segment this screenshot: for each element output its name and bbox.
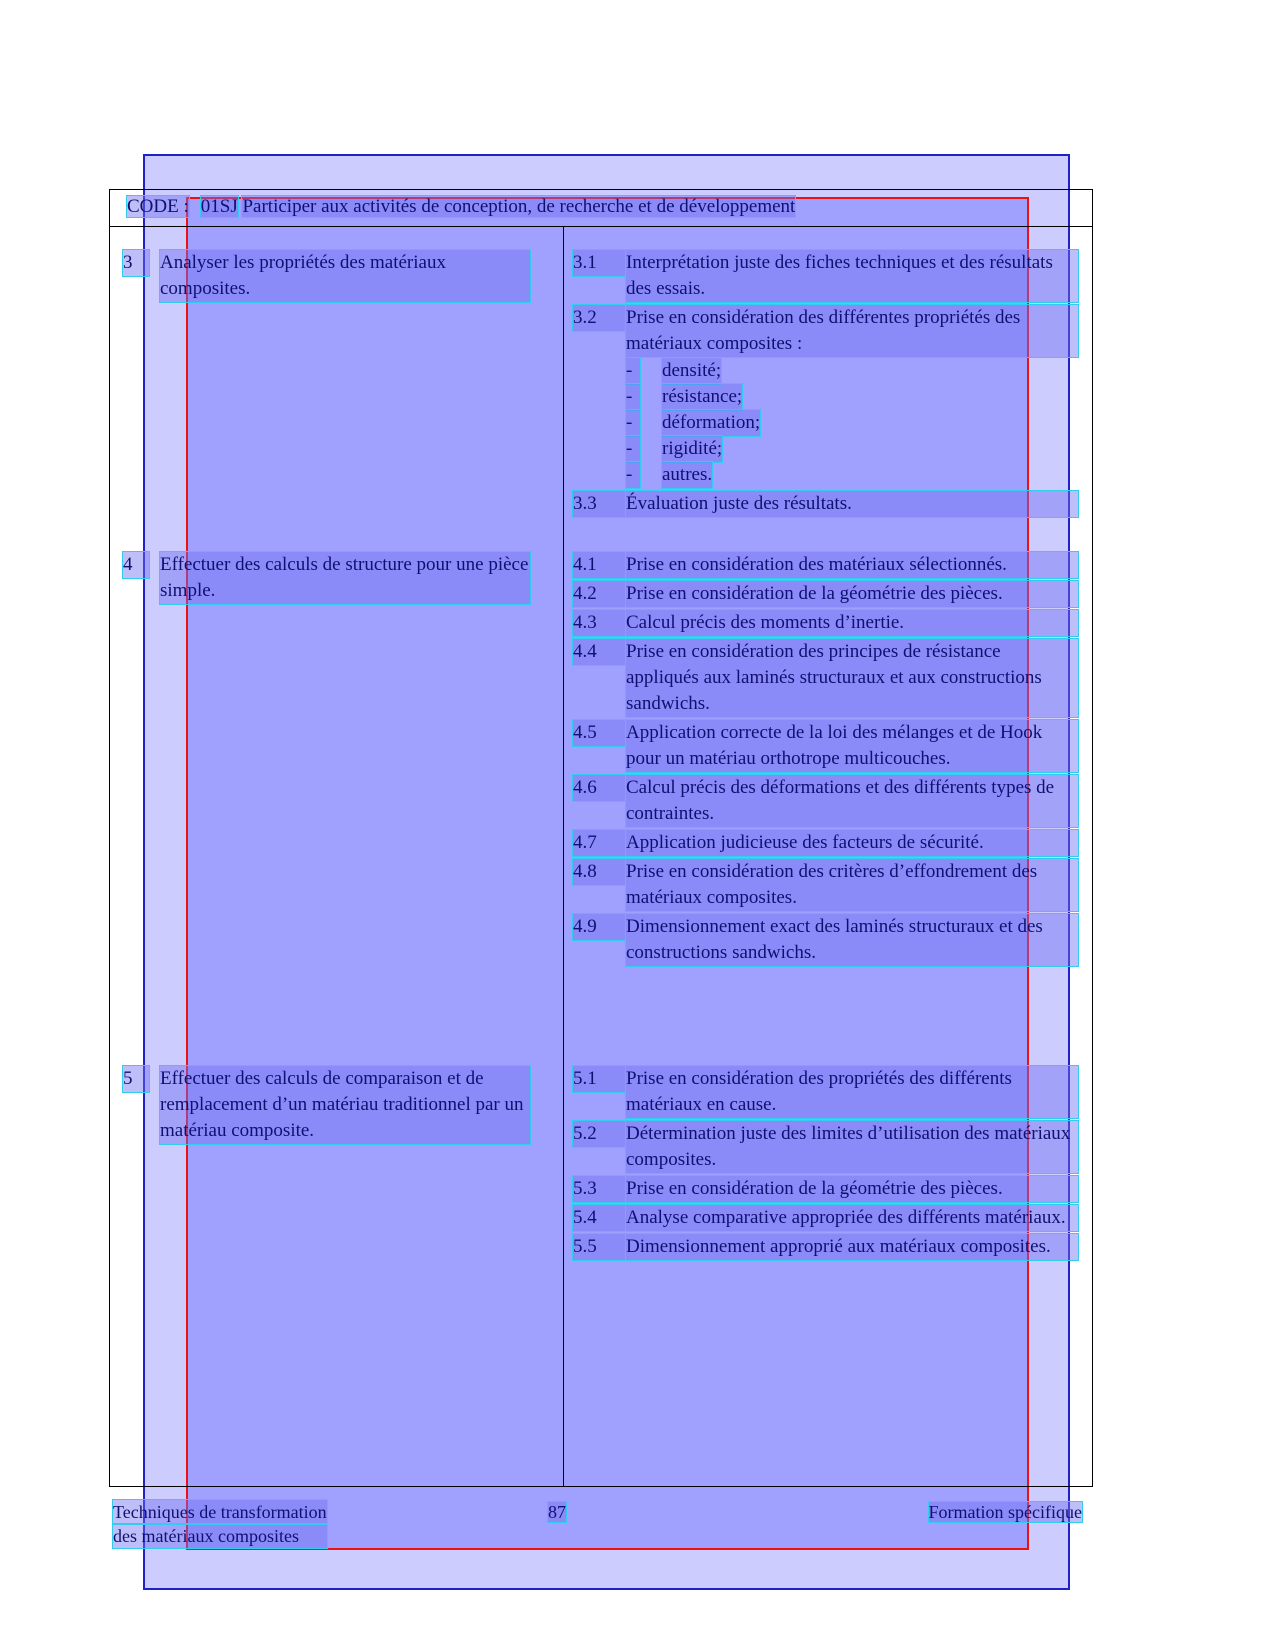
list-dash: - — [626, 462, 640, 488]
criterion-4-2 — [573, 581, 1083, 607]
criterion-number: 4.2 — [573, 581, 625, 607]
element-number: 4 — [123, 552, 149, 578]
criterion-4-4 — [573, 639, 1083, 717]
list-item-text: densité; — [662, 358, 721, 384]
element-5 — [123, 1066, 563, 1144]
criterion-4-5 — [573, 720, 1083, 772]
list-dash: - — [626, 410, 640, 436]
property-list — [626, 358, 1083, 488]
criterion-number: 4.9 — [573, 914, 625, 940]
criterion-text: Dimensionnement approprié aux matériaux composites. — [626, 1234, 1078, 1260]
page-number — [548, 1500, 566, 1524]
list-item-text: résistance; — [662, 384, 742, 410]
criterion-number: 3.2 — [573, 305, 625, 331]
criterion-text: Prise en considération de la géométrie des pièces. — [626, 581, 1078, 607]
criterion-number: 4.7 — [573, 830, 625, 856]
criterion-number: 4.3 — [573, 610, 625, 636]
criterion-4-7 — [573, 830, 1083, 856]
criterion-3-1 — [573, 250, 1083, 302]
criterion-text: Calcul précis des moments d’inertie. — [626, 610, 1078, 636]
criteria-block-5 — [573, 1066, 1083, 1263]
element-text: Effectuer des calculs de structure pour une pièce simple. — [160, 552, 530, 604]
criterion-text: Prise en considération de la géométrie des pièces. — [626, 1176, 1078, 1202]
criterion-text: Application correcte de la loi des mélanges et de Hook pour un matériau orthotrope multicouches. — [626, 720, 1078, 772]
element-text: Analyser les propriétés des matériaux composites. — [160, 250, 530, 302]
code-header — [127, 194, 795, 220]
criterion-5-5 — [573, 1234, 1083, 1260]
criterion-number: 4.8 — [573, 859, 625, 885]
criterion-text: Détermination juste des limites d’utilisation des matériaux composites. — [626, 1121, 1078, 1173]
code-label: CODE : — [127, 196, 189, 217]
element-text: Effectuer des calculs de comparaison et de remplacement d’un matériau traditionnel par un matériau composite. — [160, 1066, 530, 1144]
list-item — [626, 358, 1083, 384]
page-number-text: 87 — [548, 1502, 566, 1522]
criterion-text: Prise en considération des différentes propriétés des matériaux composites : — [626, 305, 1078, 357]
criterion-number: 5.5 — [573, 1234, 625, 1260]
criterion-4-6 — [573, 775, 1083, 827]
competency-title: Participer aux activités de conception, de recherche et de développement — [242, 196, 796, 217]
criterion-5-3 — [573, 1176, 1083, 1202]
criterion-4-1 — [573, 552, 1083, 578]
criterion-5-1 — [573, 1066, 1083, 1118]
criterion-text: Prise en considération des principes de résistance appliqués aux laminés structuraux et aux constructions sandwichs. — [626, 639, 1078, 717]
element-number: 5 — [123, 1066, 149, 1092]
criterion-number: 4.1 — [573, 552, 625, 578]
criterion-text: Évaluation juste des résultats. — [626, 491, 1078, 517]
criterion-number: 5.2 — [573, 1121, 625, 1147]
competency-code: 01SJ — [200, 196, 238, 217]
footer-section-text: Formation spécifique — [928, 1502, 1082, 1522]
criteria-block-3 — [573, 250, 1083, 520]
criterion-text: Interprétation juste des fiches techniques et des résultats des essais. — [626, 250, 1078, 302]
list-item — [626, 384, 1083, 410]
criterion-number: 3.3 — [573, 491, 625, 517]
criterion-5-4 — [573, 1205, 1083, 1231]
criterion-4-3 — [573, 610, 1083, 636]
element-3 — [123, 250, 563, 302]
criterion-3-2 — [573, 305, 1083, 488]
list-item-text: déformation; — [662, 410, 760, 436]
criterion-number: 5.1 — [573, 1066, 625, 1092]
criterion-text: Application judicieuse des facteurs de sécurité. — [626, 830, 1078, 856]
list-item — [626, 462, 1083, 488]
footer-section — [929, 1500, 1082, 1524]
criterion-text: Prise en considération des propriétés des différents matériaux en cause. — [626, 1066, 1078, 1118]
footer-program-line1: Techniques de transformation — [113, 1502, 327, 1522]
criterion-5-2 — [573, 1121, 1083, 1173]
criterion-number: 4.4 — [573, 639, 625, 665]
criterion-number: 3.1 — [573, 250, 625, 276]
criterion-4-8 — [573, 859, 1083, 911]
criterion-number: 4.6 — [573, 775, 625, 801]
footer-program-line2: des matériaux composites — [113, 1524, 327, 1548]
criterion-text: Prise en considération des matériaux sélectionnés. — [626, 552, 1078, 578]
list-item-text: rigidité; — [662, 436, 722, 462]
criterion-3-3 — [573, 491, 1083, 517]
list-item — [626, 410, 1083, 436]
criterion-number: 4.5 — [573, 720, 625, 746]
criterion-text: Dimensionnement exact des laminés structuraux et des constructions sandwichs. — [626, 914, 1078, 966]
criterion-text: Prise en considération des critères d’effondrement des matériaux composites. — [626, 859, 1078, 911]
list-dash: - — [626, 358, 640, 384]
list-item-text: autres. — [662, 462, 712, 488]
element-number: 3 — [123, 250, 149, 276]
criteria-block-4 — [573, 552, 1083, 969]
footer-program — [113, 1500, 327, 1548]
criterion-number: 5.3 — [573, 1176, 625, 1202]
list-dash: - — [626, 436, 640, 462]
criterion-text: Calcul précis des déformations et des différents types de contraintes. — [626, 775, 1078, 827]
criterion-text: Analyse comparative appropriée des différents matériaux. — [626, 1205, 1078, 1231]
list-dash: - — [626, 384, 640, 410]
criterion-number: 5.4 — [573, 1205, 625, 1231]
criterion-4-9 — [573, 914, 1083, 966]
element-4 — [123, 552, 563, 604]
list-item — [626, 436, 1083, 462]
